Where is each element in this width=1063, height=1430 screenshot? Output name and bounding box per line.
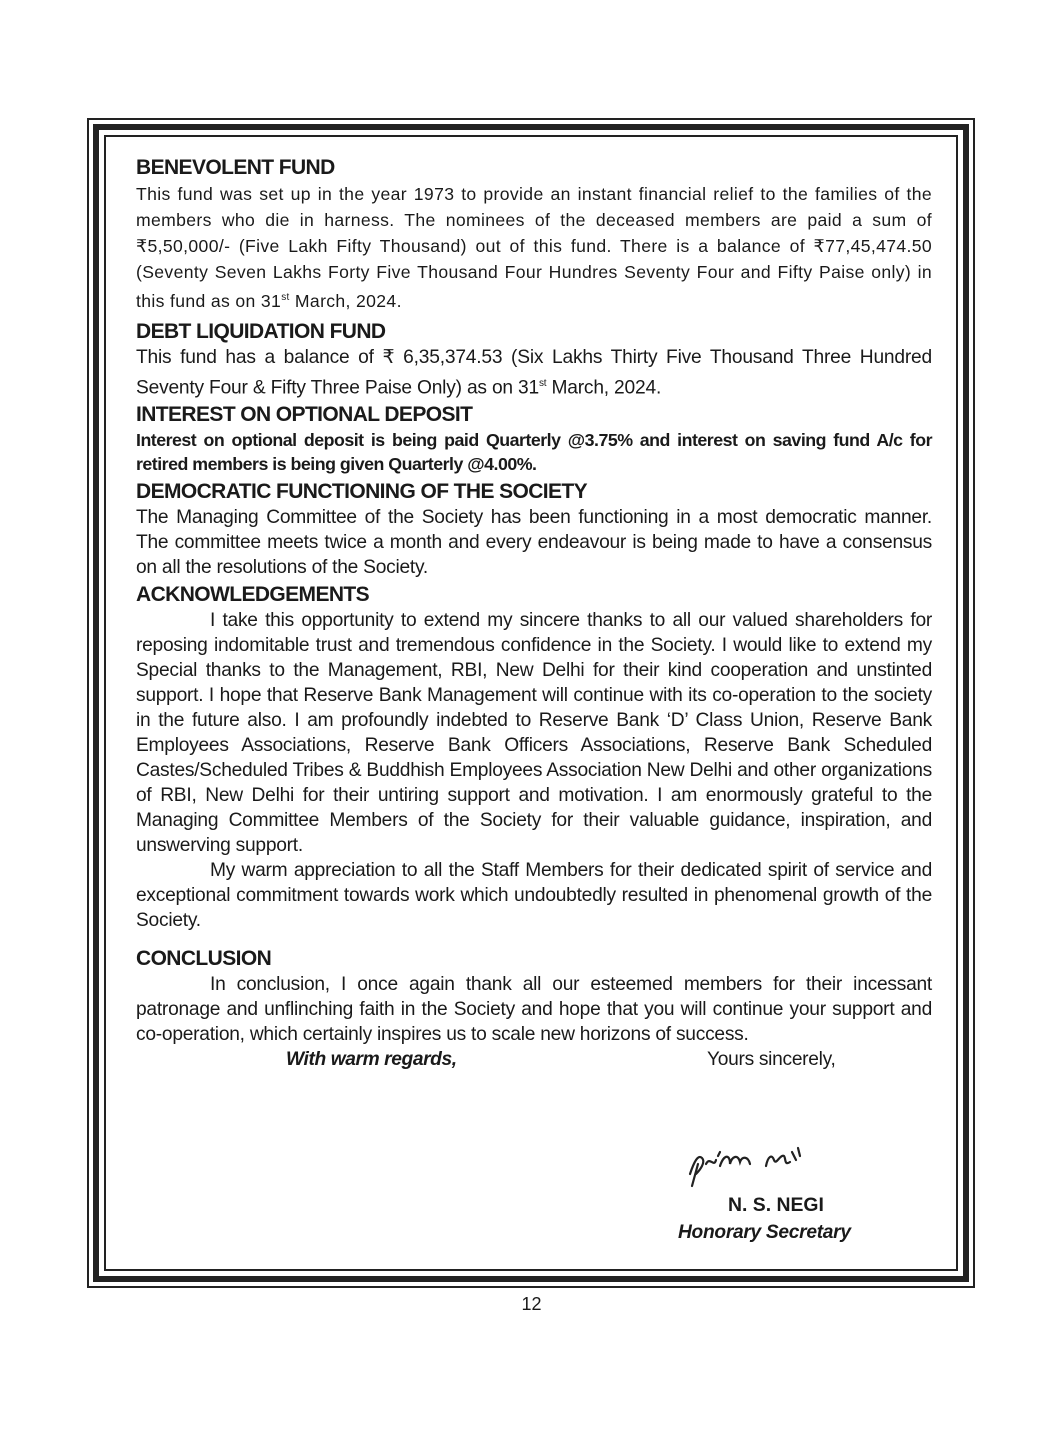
benevolent-fund-heading: BENEVOLENT FUND — [136, 156, 335, 179]
interest-optional-deposit-heading: INTEREST ON OPTIONAL DEPOSIT — [136, 403, 473, 427]
acknowledgements-paragraph-2: My warm appreciation to all the Staff Members for their dedicated spirit of service and exceptional commitment towards work which undoubtedly resulted in phenomenal growth of the Society. — [136, 860, 932, 932]
closing-line — [136, 1047, 932, 1077]
warm-regards-text: With warm regards, — [286, 1049, 457, 1071]
page-number: 12 — [521, 1294, 542, 1314]
conclusion-heading: CONCLUSION — [136, 947, 272, 971]
interest-optional-deposit-text: Interest on optional deposit is being paid Quarterly @3.75% and interest on saving fund A/c for retired members is being given Quarterly @4.00%. — [136, 430, 932, 475]
benevolent-fund-text-end: March, 2024. — [289, 290, 402, 311]
signatory-name: N. S. NEGI — [728, 1194, 824, 1216]
debt-liquidation-fund-text-main: This fund has a balance of ₹ 6,35,374.53 (Six Lakhs Thirty Five Thousand Three Hundred Seventy Four & Fifty Three Paise Only) as on 31 — [136, 346, 932, 399]
debt-liquidation-fund-text — [136, 345, 932, 401]
acknowledgements-heading: ACKNOWLEDGEMENTS — [136, 583, 370, 607]
democratic-functioning-text: The Managing Committee of the Society has been functioning in a most democratic manner. The committee meets twice a month and every endeavour is being made to have a consensus on all the resolutions of the Society. — [136, 507, 932, 579]
democratic-functioning-heading: DEMOCRATIC FUNCTIONING OF THE SOCIETY — [136, 480, 588, 504]
handwritten-signature-icon — [680, 1134, 880, 1194]
debt-liquidation-fund-text-end: March, 2024. — [546, 377, 662, 399]
benevolent-fund-text — [136, 181, 932, 314]
ordinal-suffix: st — [538, 377, 547, 389]
yours-sincerely-text: Yours sincerely, — [707, 1049, 836, 1071]
conclusion-text: In conclusion, I once again thank all our esteemed members for their incessant patronage and unflinching faith in the Society and hope that you will continue your support and co-operation, which certainly inspires us to scale new horizons of success. — [136, 974, 932, 1046]
ordinal-suffix: st — [281, 292, 290, 303]
benevolent-fund-text-main: This fund was set up in the year 1973 to provide an instant financial relief to the families of the members who die in harness. The nominees of the deceased members are paid a sum of ₹5,50,000/- (Five Lakh Fifty Thousand) out of this fund. There is a balance of ₹77,45,474.50 (Seventy Seven Lakhs Forty Five Thousand Four Hundres Seventy Four and Fifty Paise only) in this fund as on 31 — [136, 184, 932, 311]
signatory-title: Honorary Secretary — [678, 1222, 851, 1243]
document-body — [136, 154, 932, 1077]
debt-liquidation-fund-heading: DEBT LIQUIDATION FUND — [136, 319, 386, 343]
acknowledgements-paragraph-1: I take this opportunity to extend my sincere thanks to all our valued shareholders for reposing indomitable trust and tremendous confidence in the Society. I would like to extend my Special thanks to the Management, RBI, New Delhi for their kind cooperation and unstinted support. I hope that Reserve Bank Management will continue with its co-operation to the society in the future also. I am profoundly indebted to Reserve Bank ‘D’ Class Union, Reserve Bank Employees Associations, Reserve Bank Officers Associations, Reserve Bank Scheduled Castes/Scheduled Tribes & Buddhish Employees Association New Delhi and other organizations of RBI, New Delhi for their untiring support and motivation. I am enormously grateful to the Managing Committee Members of the Society for their valuable guidance, inspiration, and unswerving support. — [136, 610, 932, 857]
